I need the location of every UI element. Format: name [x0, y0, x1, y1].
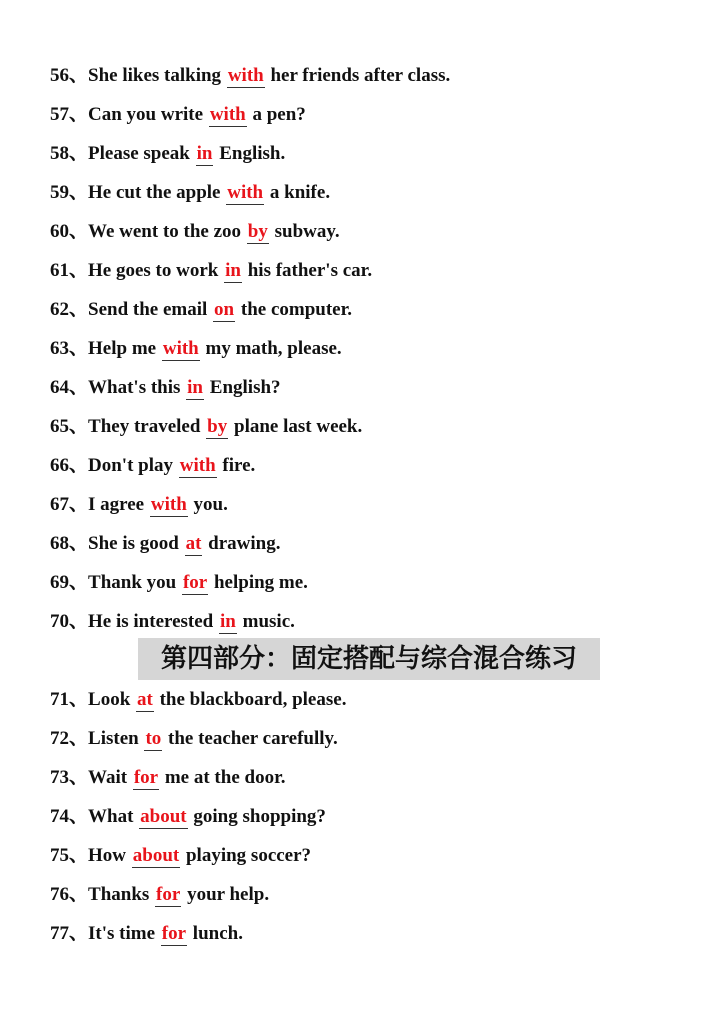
- item-text-after: the computer.: [236, 299, 353, 320]
- item-text-after: your help.: [182, 884, 270, 905]
- exercise-item: [50, 762, 690, 801]
- item-text-before: Help me: [88, 338, 161, 359]
- exercise-item: [50, 450, 690, 489]
- item-text-after: plane last week.: [229, 416, 363, 437]
- item-answer: in: [196, 143, 213, 164]
- item-number: 59、: [50, 182, 89, 203]
- item-text-after: me at the door.: [160, 767, 286, 788]
- item-text-before: He cut the apple: [88, 182, 226, 203]
- item-answer: with: [227, 182, 264, 203]
- exercise-item: [50, 372, 690, 411]
- item-number: 71、: [50, 689, 89, 710]
- item-number: 63、: [50, 338, 89, 359]
- item-text-after: subway.: [269, 221, 340, 242]
- item-text-after: English?: [205, 377, 281, 398]
- item-answer: for: [133, 767, 159, 788]
- exercise-item: [50, 60, 690, 99]
- item-answer: for: [161, 923, 187, 944]
- item-text-before: They traveled: [88, 416, 206, 437]
- item-answer: with: [150, 494, 187, 515]
- exercise-item: [50, 411, 690, 450]
- exercise-list-part-a: [50, 60, 690, 645]
- item-answer: on: [214, 299, 235, 320]
- item-text-after: drawing.: [203, 533, 281, 554]
- item-text-before: She likes talking: [88, 65, 226, 86]
- item-text-before: How: [88, 845, 131, 866]
- item-text-before: Please speak: [88, 143, 195, 164]
- item-answer: to: [145, 728, 162, 749]
- item-answer: at: [185, 533, 202, 554]
- item-text-before: I agree: [88, 494, 149, 515]
- item-text-before: Look: [88, 689, 136, 710]
- item-answer: by: [207, 416, 228, 437]
- item-number: 69、: [50, 572, 89, 593]
- item-text-before: What: [88, 806, 139, 827]
- item-text-after: the teacher carefully.: [163, 728, 338, 749]
- item-text-after: fire.: [217, 455, 256, 476]
- item-number: 75、: [50, 845, 89, 866]
- item-text-after: her friends after class.: [265, 65, 451, 86]
- item-number: 58、: [50, 143, 89, 164]
- exercise-item: [50, 489, 690, 528]
- item-text-after: English.: [214, 143, 286, 164]
- item-answer: in: [220, 611, 236, 632]
- item-text-before: Wait: [88, 767, 132, 788]
- exercise-item: [50, 333, 690, 372]
- item-number: 62、: [50, 299, 89, 320]
- item-number: 76、: [50, 884, 89, 905]
- exercise-item: [50, 567, 690, 606]
- exercise-item: [50, 801, 690, 840]
- item-answer: by: [247, 221, 268, 242]
- item-text-before: What's this: [88, 377, 186, 398]
- exercise-item: [50, 918, 690, 957]
- section-heading-banner: [138, 638, 600, 680]
- item-text-after: the blackboard, please.: [154, 689, 347, 710]
- exercise-list-part-b: [50, 684, 690, 957]
- item-answer: about: [140, 806, 187, 827]
- item-number: 57、: [50, 104, 89, 125]
- item-text-after: lunch.: [188, 923, 243, 944]
- item-number: 60、: [50, 221, 89, 242]
- item-text-after: a knife.: [265, 182, 331, 203]
- item-number: 64、: [50, 377, 89, 398]
- exercise-item: [50, 255, 690, 294]
- item-text-before: He goes to work: [88, 260, 224, 281]
- item-text-before: We went to the zoo: [88, 221, 246, 242]
- item-text-after: music.: [237, 611, 295, 632]
- item-text-after: helping me.: [209, 572, 308, 593]
- exercise-item: [50, 840, 690, 879]
- exercise-item: [50, 216, 690, 255]
- item-text-before: He is interested: [88, 611, 219, 632]
- item-number: 70、: [50, 611, 89, 632]
- item-answer: with: [179, 455, 216, 476]
- item-text-after: a pen?: [247, 104, 306, 125]
- exercise-item: [50, 684, 690, 723]
- exercise-item: [50, 99, 690, 138]
- item-text-before: Can you write: [88, 104, 208, 125]
- exercise-item: [50, 138, 690, 177]
- exercise-item: [50, 879, 690, 918]
- item-answer: for: [182, 572, 208, 593]
- item-text-before: She is good: [88, 533, 184, 554]
- item-number: 72、: [50, 728, 89, 749]
- item-text-after: you.: [188, 494, 228, 515]
- item-number: 77、: [50, 923, 89, 944]
- item-number: 61、: [50, 260, 89, 281]
- item-text-after: playing soccer?: [181, 845, 312, 866]
- item-answer: about: [132, 845, 180, 866]
- item-number: 68、: [50, 533, 89, 554]
- exercise-item: [50, 723, 690, 762]
- item-text-before: Thank you: [88, 572, 181, 593]
- item-number: 65、: [50, 416, 89, 437]
- item-text-after: my math, please.: [200, 338, 342, 359]
- item-text-after: his father's car.: [242, 260, 373, 281]
- item-text-before: Thanks: [88, 884, 155, 905]
- item-answer: in: [187, 377, 204, 398]
- exercise-item: [50, 294, 690, 333]
- item-answer: with: [162, 338, 199, 359]
- item-answer: at: [137, 689, 153, 710]
- item-answer: with: [227, 65, 264, 86]
- item-number: 74、: [50, 806, 89, 827]
- item-number: 73、: [50, 767, 89, 788]
- item-answer: with: [209, 104, 246, 125]
- item-number: 56、: [50, 65, 89, 86]
- item-text-after: going shopping?: [188, 806, 326, 827]
- item-answer: in: [225, 260, 241, 281]
- exercise-item: [50, 528, 690, 567]
- item-text-before: Don't play: [88, 455, 178, 476]
- item-answer: for: [156, 884, 181, 905]
- item-number: 66、: [50, 455, 89, 476]
- item-text-before: It's time: [88, 923, 160, 944]
- item-text-before: Listen: [88, 728, 144, 749]
- item-text-before: Send the email: [88, 299, 213, 320]
- section-title: 第四部分：固定搭配与综合混合练习: [160, 644, 577, 674]
- item-number: 67、: [50, 494, 89, 515]
- exercise-item: [50, 177, 690, 216]
